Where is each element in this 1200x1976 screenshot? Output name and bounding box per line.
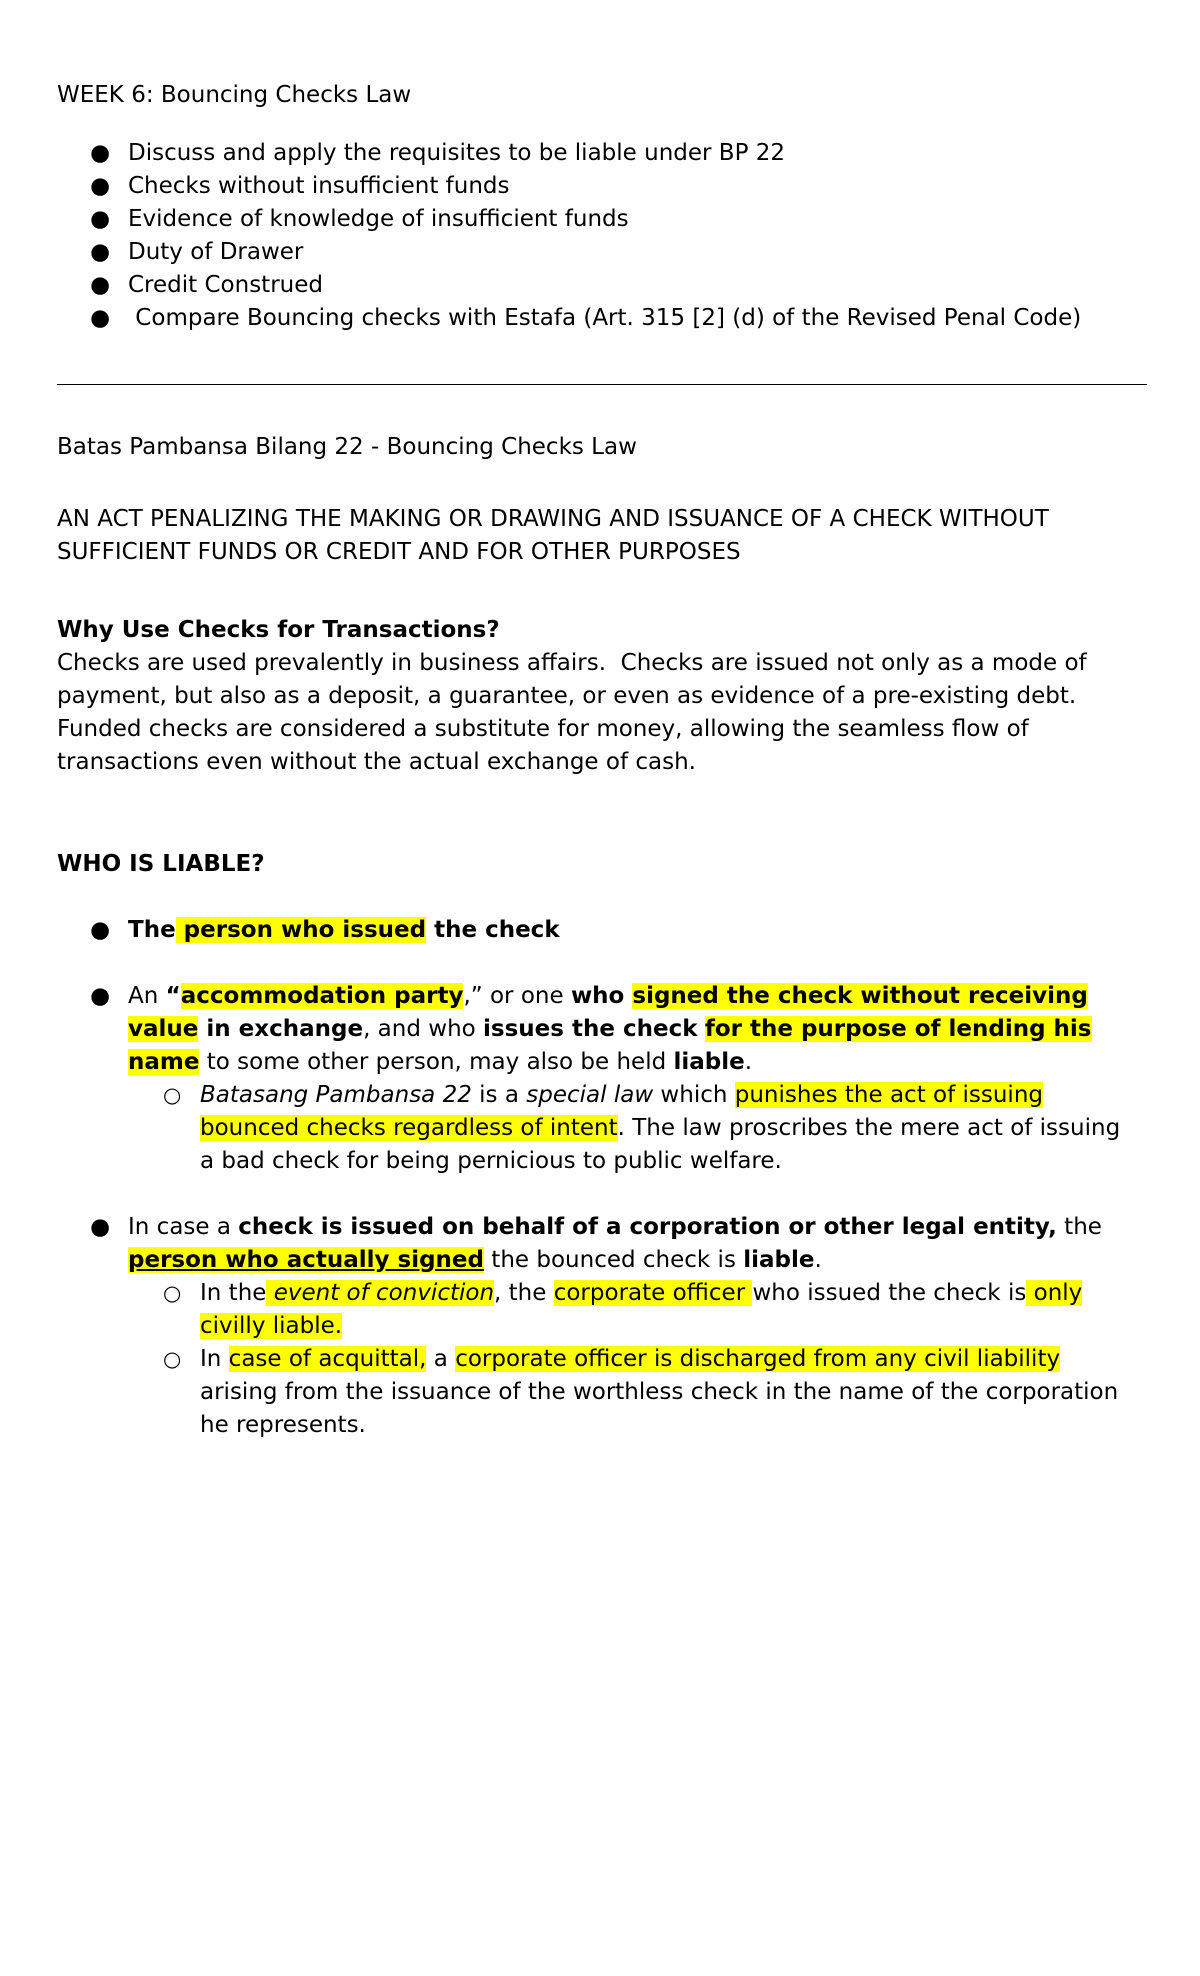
text-run: which — [653, 1082, 735, 1108]
text-run: the — [1056, 1214, 1102, 1240]
objective-item: Duty of Drawer — [128, 239, 304, 265]
sub-bullet-icon: ○ — [163, 1083, 182, 1107]
text-run: issues the check — [483, 1016, 698, 1042]
sub-bullet-icon: ○ — [163, 1281, 182, 1305]
objective-item: Compare Bouncing checks with Estafa (Art. 315 [2] (d) of the Revised Penal Code) — [128, 305, 1082, 331]
text-run: The — [128, 917, 176, 943]
text-run: . — [744, 1049, 753, 1075]
text-run: the bounced check is — [484, 1247, 744, 1273]
objective-item: Evidence of knowledge of insufficient funds — [128, 206, 629, 232]
bullet-icon: ● — [90, 917, 111, 943]
highlighted-text: corporate officer — [553, 1280, 753, 1306]
text-run: the check — [426, 917, 560, 943]
objective-item: Discuss and apply the requisites to be liable under BP 22 — [128, 140, 786, 166]
liable-heading: WHO IS LIABLE? — [57, 851, 265, 877]
text-run: , and who — [363, 1016, 484, 1042]
text-run — [698, 1016, 705, 1042]
sub-item-acquittal-line: arising from the issuance of the worthless check in the name of the corporation — [200, 1379, 1119, 1405]
text-run: who — [570, 983, 633, 1009]
sub-item-conviction-line — [200, 1310, 1200, 1343]
text-run: In case a — [128, 1214, 239, 1240]
sub-item-special-law-line: a bad check for being pernicious to public welfare. — [200, 1148, 782, 1174]
highlighted-text: corporate officer is discharged from any civil liability — [455, 1346, 1061, 1372]
bullet-icon: ● — [90, 1214, 111, 1240]
act-title-line: SUFFICIENT FUNDS OR CREDIT AND FOR OTHER PURPOSES — [57, 539, 741, 565]
bullet-icon: ● — [90, 983, 111, 1009]
text-run: Batasang Pambansa 22 — [200, 1082, 472, 1108]
highlighted-text: person who issued — [175, 917, 427, 943]
why-body-line: payment, but also as a deposit, a guarantee, or even as evidence of a pre-existing debt. — [57, 683, 1077, 709]
liable-item-corporation-line — [128, 1211, 1200, 1244]
text-run: An — [128, 983, 166, 1009]
highlighted-text: accommodation party — [180, 983, 464, 1009]
text-run: to some other person, may also be held — [199, 1049, 674, 1075]
liable-item-accommodation-line — [128, 1046, 1200, 1079]
text-run: liable — [743, 1247, 815, 1273]
text-run: is a — [471, 1082, 527, 1108]
highlighted-text: punishes the act of issuing — [734, 1082, 1044, 1108]
text-run: . — [814, 1247, 822, 1273]
why-body-line: Checks are used prevalently in business affairs. Checks are issued not only as a mode of — [57, 650, 1087, 676]
highlighted-text: person who actually signed — [128, 1247, 484, 1273]
liable-item-accommodation-line — [128, 1013, 1200, 1046]
text-run: a — [426, 1346, 456, 1372]
text-run: check is issued on behalf of a corporation or other legal entity, — [238, 1214, 1057, 1240]
week-title: WEEK 6: Bouncing Checks Law — [57, 82, 412, 108]
bullet-icon: ● — [90, 272, 111, 298]
liable-item-accommodation-line — [128, 980, 1200, 1013]
text-run: special law — [526, 1082, 654, 1108]
liable-item-corporation-line — [128, 1244, 1200, 1277]
highlighted-text: signed the check without receiving — [632, 983, 1088, 1009]
text-run: “ — [165, 983, 181, 1009]
sub-item-acquittal-line: he represents. — [200, 1412, 366, 1438]
highlighted-text: name — [128, 1049, 200, 1075]
law-title: Batas Pambansa Bilang 22 - Bouncing Checks Law — [57, 434, 637, 460]
why-body-line: transactions even without the actual exchange of cash. — [57, 749, 696, 775]
sub-item-special-law-line — [200, 1079, 1200, 1112]
bullet-icon: ● — [90, 140, 111, 166]
sub-item-special-law-line — [200, 1112, 1200, 1145]
bullet-icon: ● — [90, 206, 111, 232]
text-run: who issued the check is — [752, 1280, 1027, 1306]
objective-item: Checks without insufficient funds — [128, 173, 510, 199]
objective-item: Credit Construed — [128, 272, 323, 298]
text-run: In — [200, 1346, 229, 1372]
text-run: in exchange — [198, 1016, 364, 1042]
why-body-line: Funded checks are considered a substitute for money, allowing the seamless flow of — [57, 716, 1029, 742]
why-heading: Why Use Checks for Transactions? — [57, 617, 500, 643]
sub-bullet-icon: ○ — [163, 1347, 182, 1371]
text-run: In the — [200, 1280, 267, 1306]
text-run: ,” or one — [463, 983, 571, 1009]
highlighted-text: only — [1026, 1280, 1083, 1306]
bullet-icon: ● — [90, 173, 111, 199]
bullet-icon: ● — [90, 305, 111, 331]
sub-item-conviction-line — [200, 1277, 1200, 1310]
highlighted-text: civilly liable. — [200, 1313, 343, 1339]
sub-item-acquittal-line — [200, 1343, 1200, 1376]
highlighted-text: value — [128, 1016, 199, 1042]
highlighted-text: for the purpose of lending his — [704, 1016, 1092, 1042]
text-run: , the — [494, 1280, 554, 1306]
highlighted-text: case of acquittal, — [228, 1346, 427, 1372]
bullet-icon: ● — [90, 239, 111, 265]
text-run: liable — [673, 1049, 745, 1075]
act-title-line: AN ACT PENALIZING THE MAKING OR DRAWING AND ISSUANCE OF A CHECK WITHOUT — [57, 506, 1049, 532]
highlighted-text: event of conviction — [266, 1280, 495, 1306]
horizontal-divider — [57, 384, 1147, 385]
text-run: . The law proscribes the mere act of issuing — [617, 1115, 1121, 1141]
highlighted-text: bounced checks regardless of intent — [200, 1115, 618, 1141]
liable-item-issuer — [128, 914, 1200, 947]
